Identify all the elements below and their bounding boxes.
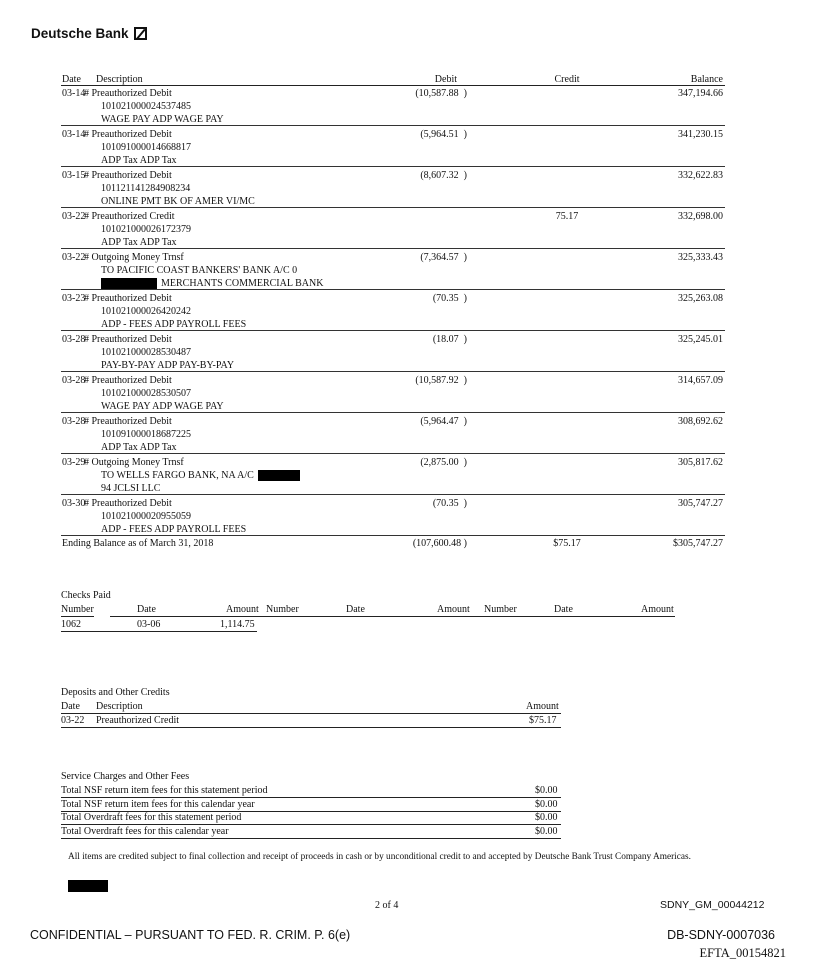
tx-detail-text: 101091000014668817	[101, 142, 191, 153]
efta-number: EFTA_00154821	[699, 946, 786, 960]
ending-label: Ending Balance as of March 31, 2018	[62, 538, 214, 549]
fee-label: Total NSF return item fees for this statement period	[61, 785, 268, 796]
tx-detail-text: WAGE PAY ADP WAGE PAY	[101, 114, 224, 125]
tx-balance: 332,622.83	[678, 170, 723, 181]
tx-type: # Preauthorized Debit	[84, 375, 172, 386]
tx-detail-2	[101, 523, 246, 536]
col-description: Description	[96, 701, 143, 712]
tx-detail-2	[101, 318, 246, 331]
tx-balance: 332,698.00	[678, 211, 723, 222]
tx-detail-1	[101, 141, 191, 154]
tx-debit: (7,364.57 )	[420, 252, 467, 263]
tx-debit: (10,587.92 )	[415, 375, 467, 386]
col-date: Date	[346, 604, 365, 615]
tx-detail-text: ADP Tax ADP Tax	[101, 237, 177, 248]
col-amount: Amount	[641, 604, 674, 615]
tx-type: # Preauthorized Debit	[84, 498, 172, 509]
tx-detail-1	[101, 510, 191, 523]
tx-debit: (8,607.32 )	[420, 170, 467, 181]
col-date: Date	[137, 604, 156, 615]
tx-date: 03-28	[62, 334, 86, 345]
tx-type: # Preauthorized Debit	[84, 416, 172, 427]
checks-paid-title: Checks Paid	[61, 590, 111, 601]
tx-detail-2	[101, 154, 177, 167]
tx-detail-text: ADP Tax ADP Tax	[101, 155, 177, 166]
transaction-row	[61, 291, 725, 331]
tx-detail-1	[101, 469, 300, 482]
tx-balance: 347,194.66	[678, 88, 723, 99]
tx-credit: 75.17	[555, 211, 579, 222]
tx-type: # Preauthorized Debit	[84, 170, 172, 181]
tx-type: # Preauthorized Debit	[84, 88, 172, 99]
redaction-block	[101, 278, 157, 289]
tx-detail-2	[101, 359, 234, 372]
fee-label: Total Overdraft fees for this calendar year	[61, 825, 229, 837]
tx-balance: 305,747.27	[678, 498, 723, 509]
bank-name: Deutsche Bank	[31, 26, 129, 41]
transaction-row	[61, 127, 725, 167]
tx-debit: (18.07 )	[432, 334, 467, 345]
transaction-row	[61, 414, 725, 454]
tx-date: 03-29	[62, 457, 86, 468]
tx-detail-2	[101, 236, 177, 249]
ending-credit: $75.17	[553, 538, 581, 549]
tx-date: 03-23	[62, 293, 86, 304]
check-number: 1062	[61, 619, 81, 630]
tx-detail-1	[101, 305, 191, 318]
tx-type: # Preauthorized Debit	[84, 293, 172, 304]
transaction-row	[61, 168, 725, 208]
tx-debit: (5,964.51 )	[420, 129, 467, 140]
tx-balance: 341,230.15	[678, 129, 723, 140]
col-debit: Debit	[434, 74, 457, 85]
fee-label: Total NSF return item fees for this calendar year	[61, 798, 255, 810]
bates-number: DB-SDNY-0007036	[667, 928, 775, 942]
transaction-row	[61, 209, 725, 249]
transaction-row	[61, 496, 725, 536]
tx-balance: 325,263.08	[678, 293, 723, 304]
divider	[61, 631, 257, 632]
redaction-block	[258, 470, 300, 481]
service-charges-title: Service Charges and Other Fees	[61, 771, 190, 782]
document-id: SDNY_GM_00044212	[660, 899, 765, 911]
tx-detail-2	[101, 195, 255, 208]
tx-detail-text: 101021000028530507	[101, 388, 191, 399]
tx-detail-text: ADP - FEES ADP PAYROLL FEES	[101, 319, 247, 330]
tx-detail-2	[101, 400, 224, 413]
col-number: Number	[266, 604, 299, 615]
tx-detail-1	[101, 182, 190, 195]
check-amount: 1,114.75	[220, 619, 255, 630]
transaction-row	[61, 332, 725, 372]
divider	[110, 616, 675, 617]
tx-balance: 305,817.62	[678, 457, 723, 468]
deposit-amount: $75.17	[529, 715, 557, 726]
tx-detail-text: 101021000026172379	[101, 224, 191, 235]
bank-logo	[31, 26, 147, 41]
tx-detail-text: 101121141284908234	[101, 183, 191, 194]
fee-amount: $0.00	[535, 825, 558, 837]
fee-label: Total Overdraft fees for this statement period	[61, 812, 242, 823]
deutsche-bank-logo-icon	[134, 27, 147, 40]
tx-type: # Preauthorized Debit	[84, 129, 172, 140]
tx-detail-1	[101, 264, 297, 277]
tx-date: 03-22	[62, 252, 86, 263]
fee-amount: $0.00	[535, 812, 558, 823]
col-number: Number	[61, 604, 94, 615]
transaction-row	[61, 373, 725, 413]
transaction-rows	[61, 86, 725, 536]
tx-date: 03-14	[62, 129, 86, 140]
tx-detail-1	[101, 346, 191, 359]
col-amount: Amount	[526, 701, 559, 712]
tx-detail-text: ADP Tax ADP Tax	[101, 442, 177, 453]
tx-detail-text: 101021000026420242	[101, 306, 191, 317]
col-date: Date	[62, 74, 81, 85]
divider	[61, 727, 561, 728]
tx-detail-text: WAGE PAY ADP WAGE PAY	[101, 401, 224, 412]
tx-detail-text: TO WELLS FARGO BANK, NA A/C	[101, 470, 254, 481]
tx-detail-text: MERCHANTS COMMERCIAL BANK	[161, 278, 324, 289]
tx-date: 03-28	[62, 375, 86, 386]
tx-detail-1	[101, 223, 191, 236]
tx-balance: 308,692.62	[678, 416, 723, 427]
col-description: Description	[96, 74, 143, 85]
tx-detail-1	[101, 428, 191, 441]
tx-date: 03-28	[62, 416, 86, 427]
tx-detail-text: 101091000018687225	[101, 429, 191, 440]
tx-detail-text: 101021000024537485	[101, 101, 191, 112]
col-amount: Amount	[226, 604, 259, 615]
tx-type: # Outgoing Money Trnsf	[84, 457, 184, 468]
tx-debit: (10,587.88 )	[415, 88, 467, 99]
transaction-row	[61, 455, 725, 495]
tx-type: # Preauthorized Credit	[84, 211, 175, 222]
tx-detail-text: PAY-BY-PAY ADP PAY-BY-PAY	[101, 360, 235, 371]
tx-date: 03-14	[62, 88, 86, 99]
deposits-title: Deposits and Other Credits	[61, 687, 170, 698]
ending-balance: $305,747.27	[673, 538, 723, 549]
transactions-table	[61, 73, 725, 550]
tx-detail-text: 101021000020955059	[101, 511, 191, 522]
divider	[61, 838, 561, 839]
fee-amount: $0.00	[535, 798, 558, 810]
tx-detail-1	[101, 387, 191, 400]
tx-type: # Outgoing Money Trnsf	[84, 252, 184, 263]
tx-detail-2	[101, 277, 323, 290]
tx-detail-text: ADP - FEES ADP PAYROLL FEES	[101, 524, 247, 535]
tx-detail-text: TO PACIFIC COAST BANKERS' BANK A/C 0	[101, 265, 298, 276]
tx-date: 03-15	[62, 170, 86, 181]
col-date: Date	[554, 604, 573, 615]
tx-detail-2	[101, 113, 224, 126]
ending-debit: (107,600.48 )	[412, 538, 467, 549]
confidential-notice: CONFIDENTIAL – PURSUANT TO FED. R. CRIM. P. 6(e)	[30, 928, 351, 942]
deposit-date: 03-22	[61, 715, 85, 726]
transaction-row	[61, 86, 725, 126]
tx-detail-text: 94 JCLSI LLC	[101, 483, 161, 494]
tx-detail-1	[101, 100, 191, 113]
page-number: 2 of 4	[375, 900, 399, 911]
tx-date: 03-22	[62, 211, 86, 222]
tx-detail-2	[101, 482, 160, 495]
tx-balance: 314,657.09	[678, 375, 723, 386]
col-credit: Credit	[554, 74, 580, 85]
tx-detail-2	[101, 441, 177, 454]
redaction-block	[68, 880, 108, 892]
col-balance: Balance	[690, 74, 723, 85]
deposit-description: Preauthorized Credit	[96, 715, 180, 726]
col-date: Date	[61, 701, 80, 712]
tx-balance: 325,245.01	[678, 334, 723, 345]
tx-type: # Preauthorized Debit	[84, 334, 172, 345]
disclaimer: All items are credited subject to final collection and receipt of proceeds in cash or by unconditional credit to and accepted by Deutsche Bank Trust Company Americas.	[68, 852, 691, 862]
check-date: 03-06	[137, 619, 161, 630]
tx-debit: (70.35 )	[432, 293, 467, 304]
tx-balance: 325,333.43	[678, 252, 723, 263]
tx-detail-text: ONLINE PMT BK OF AMER VI/MC	[101, 196, 255, 207]
tx-debit: (2,875.00 )	[420, 457, 467, 468]
tx-debit: (5,964.47 )	[420, 416, 467, 427]
tx-debit: (70.35 )	[432, 498, 467, 509]
tx-detail-text: 101021000028530487	[101, 347, 191, 358]
transactions-header	[61, 73, 725, 86]
col-amount: Amount	[437, 604, 470, 615]
fee-amount: $0.00	[535, 785, 558, 796]
col-number: Number	[484, 604, 517, 615]
ending-balance-row	[61, 537, 725, 550]
transaction-row	[61, 250, 725, 290]
tx-date: 03-30	[62, 498, 86, 509]
